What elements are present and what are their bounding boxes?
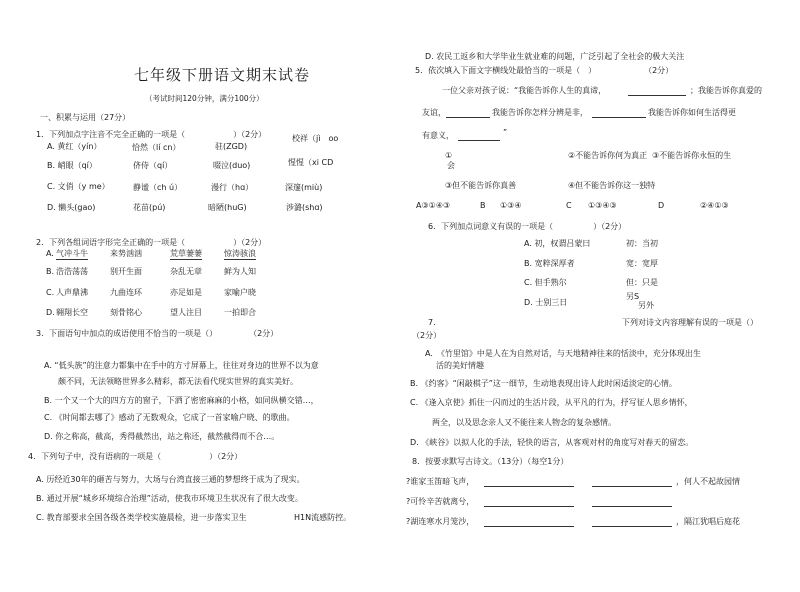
q5-choice: ①③④③ xyxy=(588,201,617,210)
q3-option-c: C. 《时间都去哪了》感动了无数观众，它成了一首家喻户晓、的歌曲。 xyxy=(44,413,295,422)
q5-item: ③不能告诉你永恒的生 xyxy=(652,151,732,160)
q7-option-b: B. 《约客》“闲敲棋子”这一细节，生动地表现出诗人此时闲适淡定的心情。 xyxy=(410,379,677,388)
q5-text: 友谊， xyxy=(422,108,446,117)
q1-option-b: 侪侍（qí） xyxy=(133,161,173,170)
q2-word: 一拍即合 xyxy=(224,308,256,317)
q6-option: B. 宽粹深厚者 xyxy=(524,259,575,268)
q5-text: ” xyxy=(503,128,508,137)
q2-word: 亦足如是 xyxy=(170,288,202,297)
q5-choice: C xyxy=(566,201,572,210)
q2-label-c: C. xyxy=(46,288,55,297)
q4-option-d: D. 农民工返乡和大学毕业生就业难的问题，广泛引起了全社会的极大关注 xyxy=(425,52,685,61)
q3-option-a: A. “低头族”的注意力都集中在手中的方寸屏幕上，往往对身边的世界不以为意 xyxy=(44,361,319,370)
blank-line xyxy=(484,517,574,527)
q5-text: 我能告诉你怎样分辨是非， xyxy=(492,108,588,117)
q4-option-c-tail: H1N流感防控。 xyxy=(294,513,352,522)
q5-item: ③但不能告诉你真善 xyxy=(445,181,517,190)
q1-option-b: 啜泣(duo) xyxy=(213,161,251,170)
q1-option-d: 暗陋(huG) xyxy=(208,203,247,212)
blank-line xyxy=(592,517,672,527)
q2-word: 浩浩荡荡 xyxy=(56,267,88,276)
q5-item: ④但不能告诉你这一独特 xyxy=(568,181,656,190)
q2-label-b: B. xyxy=(46,267,55,276)
q1-option-d: 花苗(pú) xyxy=(133,203,166,212)
q8-line: ，隔江犹唱后庭花 xyxy=(676,517,740,526)
exam-note: （考试时间120分钟，满分100分） xyxy=(145,94,264,103)
q7-number: 7. xyxy=(428,318,436,327)
question-2: 2．下列各组词语字形完全正确的一项是（ ）（2分） xyxy=(36,238,267,247)
q6-gloss: 初：当初 xyxy=(626,239,658,248)
q5-text: 我能告诉你如何生活得更 xyxy=(648,108,736,117)
q5-choice: ①③④ xyxy=(500,201,522,210)
q2-word: 鲜为人知 xyxy=(224,267,256,276)
q2-word: 惊涛骇浪 xyxy=(224,249,256,258)
q2-word: 杂乱无章 xyxy=(170,267,202,276)
question-4: 4．下列句子中，没有语病的一项是（ ）（2分） xyxy=(28,452,243,461)
q1-option-d: D. 懒头(gao) xyxy=(47,203,96,212)
q1-extra: 惺惺（xi CD xyxy=(288,158,334,167)
section-heading: 一、积累与运用（27分） xyxy=(40,113,131,122)
q2-label-d: D. xyxy=(46,308,55,317)
q3-option-b: B. 一个又一个大的四方方的窗子，下洒了密密麻麻的小格，如同纵横交错…， xyxy=(44,396,319,405)
q6-gloss: 但：只是 xyxy=(626,278,658,287)
q6-option: D. 士别三日 xyxy=(524,298,568,307)
q4-option-c: C. 教育部要求全国各级各类学校实施晨检，进一步落实卫生 xyxy=(36,513,247,522)
q7-option-a: A. 《竹里馆》中是人在为自然对话，与天地精神往来的恬淡中，充分体现出生 xyxy=(425,349,701,358)
blank-line xyxy=(592,108,646,118)
q4-option-a: A. 历经近30年的砸苦与努力，大场与台湾直接三通的梦想终于成为了现实。 xyxy=(36,475,305,484)
blank-line xyxy=(628,86,686,96)
q7-option-a-cont: 活的美好情趣 xyxy=(436,361,484,370)
q5-choice: ②④①③ xyxy=(700,201,729,210)
blank-line xyxy=(446,108,490,118)
q6-gloss: 宽：宽厚 xyxy=(626,259,658,268)
q5-item: ① xyxy=(445,151,453,160)
q6-option: C. 但手熟尔 xyxy=(524,278,567,287)
question-8: 8．按要求默写古诗文。（13分）（每空1分） xyxy=(412,457,569,466)
page-title: 七年级下册语文期末试卷 xyxy=(134,66,311,84)
q2-word: 别开生面 xyxy=(110,267,142,276)
q2-word: 九曲连环 xyxy=(110,288,142,297)
q2-word: 刻骨铭心 xyxy=(110,308,142,317)
blank-line xyxy=(484,497,574,507)
q7-option-c-cont: 两全，以及思念亲人又不能往来人物念的复杂感情。 xyxy=(432,418,616,427)
q2-word: 翱翔长空 xyxy=(56,308,88,317)
q1-extra: 校祥（jì oo xyxy=(292,134,339,143)
blank-line xyxy=(592,477,672,487)
q2-word: 气冲斗牛 xyxy=(56,249,88,258)
blank-line xyxy=(484,477,574,487)
q1-option-c: C. 文俏（y me） xyxy=(47,182,110,191)
q1-option-d: 涉潞(shɑ) xyxy=(286,203,323,212)
q8-line: ?湖连寒水月笼沙， xyxy=(406,517,475,526)
q4-option-b: B. 通过开展“城乡环境综合治理”活动，使我市环境卫生状况有了很大改变。 xyxy=(36,494,303,503)
q6-gloss: 另外 xyxy=(638,301,654,310)
q7-score: （2分） xyxy=(412,331,442,340)
q1-option-a: 恰然（lí cn） xyxy=(132,143,181,152)
q2-word: 家喻户晓 xyxy=(224,288,256,297)
blank-line xyxy=(458,131,500,141)
q5-item: 会 xyxy=(447,161,455,170)
q1-option-c: 静谧（ch ú） xyxy=(133,183,183,192)
q5-choice: D xyxy=(658,201,665,210)
q3-option-a-cont: 颇不同，无法领略世界多么精彩，都无法看代现实世界的真实美好。 xyxy=(58,377,298,386)
q8-line: ?谁家玉笛暗飞声， xyxy=(406,477,475,486)
q1-option-c: 漫行（hɑ） xyxy=(211,183,254,192)
q1-option-c: 深邃(miù) xyxy=(285,183,323,192)
question-7: 下列对诗文内容理解有误的一项是（） xyxy=(622,318,758,327)
q2-options xyxy=(46,249,274,339)
question-3: 3．下面语句中加点的成语使用不恰当的一项是（） （2分） xyxy=(36,329,279,338)
blank-line xyxy=(592,497,672,507)
q3-option-d: D. 你之称高，截高，秀得截然出，站之称还，截然截得而不合…。 xyxy=(44,432,280,441)
q5-text: ；我能告诉你真爱的 xyxy=(690,86,762,95)
q8-line: ?可怜辛苦就离兮， xyxy=(406,497,475,506)
q7-option-d: D. 《峡谷》以拟人化的手法，轻快的语言，从客观对村的角度写对春天的留恋。 xyxy=(410,438,694,447)
q2-word: 人声鼎沸 xyxy=(56,288,88,297)
q5-choice: B xyxy=(480,201,486,210)
q2-label-a: A. xyxy=(46,249,54,258)
question-5: 5．依次填入下面文字横线处最恰当的一项是（ ） （2分） xyxy=(415,66,674,75)
q2-word: 荒草萋萋 xyxy=(170,249,202,258)
question-6: 6．下列加点词意义有误的一项是（ ）（2分） xyxy=(428,222,627,231)
q5-choice: A③①④③ xyxy=(416,201,451,210)
q2-word: 来势汹汹 xyxy=(110,249,142,258)
q8-line: ，何人不起故园情 xyxy=(676,477,740,486)
question-1: 1．下列加点字注音不完全正确的一项是（ ）（2分） xyxy=(36,130,267,139)
q1-option-b: B. 峭眼（qí） xyxy=(47,161,97,170)
q1-option-a: A. 黄红（yín） xyxy=(47,142,102,151)
q5-text: 一位父亲对孩子说：“我能告诉你人生的真谛， xyxy=(442,86,607,95)
q7-option-c: C. 《逢入京使》抓住一闪而过的生活片段，从平凡的行为，抒写征人思乡情怀， xyxy=(410,398,693,407)
q5-item: ②不能告诉你何为真正 xyxy=(568,151,648,160)
q1-extra: 驻(ZGD) xyxy=(215,142,248,151)
q5-text: 有意义， xyxy=(422,131,454,140)
q2-word: 望人注目 xyxy=(170,308,202,317)
q6-option: A. 初，权谓吕蒙曰 xyxy=(524,239,591,248)
q6-gloss-mark: 另S xyxy=(626,292,640,301)
